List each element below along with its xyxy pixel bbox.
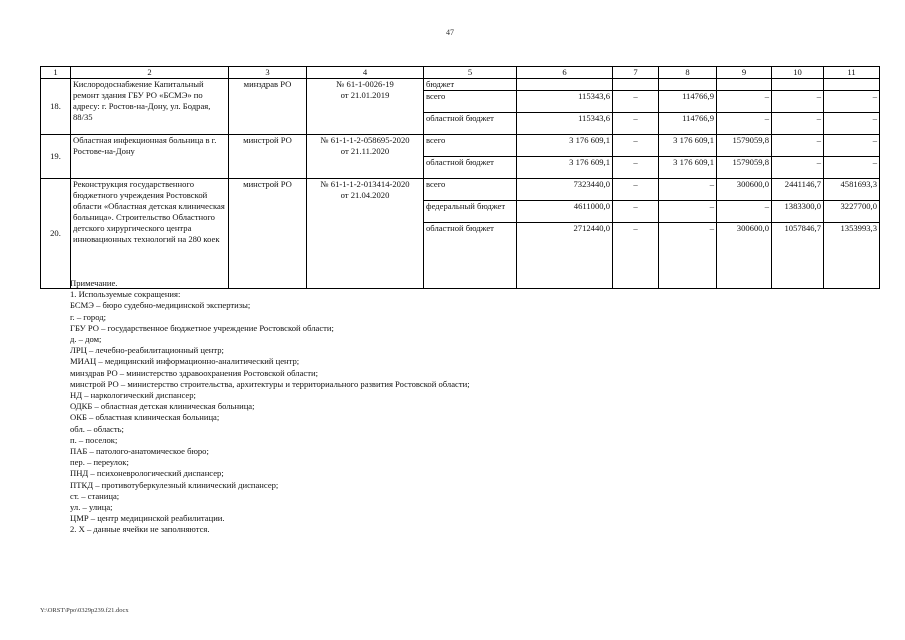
value-col7: – (613, 135, 659, 157)
column-number: 5 (424, 67, 517, 79)
column-number-row (41, 67, 880, 79)
funding-source: областной бюджет (424, 113, 517, 135)
row-number: 20. (41, 179, 71, 289)
total-cost: 7323440,0 (517, 179, 613, 201)
value-col11: – (824, 135, 880, 157)
value-col11: 4581693,3 (824, 179, 880, 201)
expertise-doc-line: № 61-1-0026-19 (336, 79, 394, 89)
value-col10: – (772, 91, 824, 113)
note-line: 1. Используемые сокращения: (70, 289, 181, 300)
note-line: ОДКБ – областная детская клиническая больница; (70, 401, 255, 412)
column-number: 6 (517, 67, 613, 79)
note-line: д. – дом; (70, 334, 102, 345)
value-col7: – (613, 179, 659, 201)
value-col11: 3227700,0 (824, 201, 880, 223)
funding-source: всего (424, 91, 517, 113)
value-col8: 114766,9 (659, 113, 717, 135)
total-cost (517, 79, 613, 91)
value-col7: – (613, 223, 659, 289)
value-col9: 300600,0 (717, 179, 772, 201)
value-col11: – (824, 157, 880, 179)
value-col8: – (659, 223, 717, 289)
total-cost: 4611000,0 (517, 201, 613, 223)
note-line: ОКБ – областная клиническая больница; (70, 412, 220, 423)
column-number: 7 (613, 67, 659, 79)
note-line: ПНД – психоневрологический диспансер; (70, 468, 224, 479)
column-number: 4 (307, 67, 424, 79)
value-col8 (659, 79, 717, 91)
funding-source: областной бюджет (424, 223, 517, 289)
note-line: МИАЦ – медицинский информационно-аналитический центр; (70, 356, 300, 367)
total-cost: 3 176 609,1 (517, 135, 613, 157)
note-line: ст. – станица; (70, 490, 120, 501)
expertise-doc (307, 135, 424, 179)
expertise-doc-line: от 21.01.2019 (340, 90, 390, 100)
investment-table (40, 66, 880, 289)
note-line: п. – поселок; (70, 434, 118, 445)
value-col8: 3 176 609,1 (659, 157, 717, 179)
note-line: 2. Х – данные ячейки не заполняются. (70, 524, 210, 535)
value-col11: – (824, 91, 880, 113)
responsible-body: минстрой РО (229, 135, 307, 179)
note-line: НД – наркологический диспансер; (70, 390, 196, 401)
value-col11: – (824, 113, 880, 135)
value-col11: 1353993,3 (824, 223, 880, 289)
value-col8: 114766,9 (659, 91, 717, 113)
value-col7: – (613, 157, 659, 179)
table-subrow (41, 179, 880, 201)
value-col9: 1579059,8 (717, 135, 772, 157)
note-line: ЦМР – центр медицинской реабилитации. (70, 513, 225, 524)
file-path-footer: Y:\ORST\Ppo\0329p239.f21.docx (40, 607, 129, 614)
column-number: 3 (229, 67, 307, 79)
value-col7: – (613, 91, 659, 113)
object-name: Областная инфекционная больница в г. Ростове-на-Дону (71, 135, 229, 179)
value-col10: – (772, 157, 824, 179)
notes-section (70, 278, 470, 536)
column-number: 9 (717, 67, 772, 79)
column-number: 2 (71, 67, 229, 79)
value-col8: – (659, 201, 717, 223)
value-col9 (717, 79, 772, 91)
expertise-doc (307, 79, 424, 135)
column-number: 10 (772, 67, 824, 79)
row-number: 19. (41, 135, 71, 179)
funding-source: федеральный бюджет (424, 201, 517, 223)
table-subrow (41, 135, 880, 157)
note-line: минздрав РО – министерство здравоохранения Ростовской области; (70, 367, 318, 378)
note-line: Примечание. (70, 278, 118, 288)
funding-source: бюджет (424, 79, 517, 91)
value-col8: – (659, 179, 717, 201)
value-col11 (824, 79, 880, 91)
table-row (41, 79, 880, 135)
column-number: 8 (659, 67, 717, 79)
value-col7: – (613, 113, 659, 135)
expertise-doc (307, 179, 424, 289)
table-row (41, 135, 880, 179)
object-name: Реконструкция государственного бюджетного учреждения Ростовской области «Областная детская клиническая больница». Строительство Областного детского хирургического центра инновационных технологий на 280 коек (71, 179, 229, 289)
note-line: ПАБ – патолого-анатомическое бюро; (70, 446, 209, 457)
expertise-doc-line: № 61-1-1-2-058695-2020 (320, 135, 410, 145)
value-col9: – (717, 201, 772, 223)
expertise-doc-line: от 21.11.2020 (340, 146, 390, 156)
note-line: минстрой РО – министерство строительства, архитектуры и территориального развития Ростовской области; (70, 378, 470, 389)
total-cost: 115343,6 (517, 113, 613, 135)
value-col8: 3 176 609,1 (659, 135, 717, 157)
value-col10: – (772, 135, 824, 157)
total-cost: 115343,6 (517, 91, 613, 113)
value-col10: 1057846,7 (772, 223, 824, 289)
value-col9: – (717, 113, 772, 135)
note-line: пер. – переулок; (70, 457, 129, 468)
value-col10: – (772, 113, 824, 135)
value-col9: – (717, 91, 772, 113)
object-name: Кислородоснабжение Капитальный ремонт здания ГБУ РО «БСМЭ» по адресу: г. Ростов-на-Дону, ул. Бодрая, 88/35 (71, 79, 229, 135)
column-number: 11 (824, 67, 880, 79)
note-line: г. – город; (70, 311, 107, 322)
value-col7: – (613, 201, 659, 223)
note-line: БСМЭ – бюро судебно-медицинской экспертизы; (70, 300, 251, 311)
funding-source: всего (424, 135, 517, 157)
total-cost: 3 176 609,1 (517, 157, 613, 179)
note-line: ЛРЦ – лечебно-реабилитационный центр; (70, 345, 224, 356)
expertise-doc-line: от 21.04.2020 (340, 190, 390, 200)
note-line: ПТКД – противотуберкулезный клинический диспансер; (70, 479, 279, 490)
note-line: ГБУ РО – государственное бюджетное учреждение Ростовской области; (70, 322, 334, 333)
value-col9: 300600,0 (717, 223, 772, 289)
value-col7 (613, 79, 659, 91)
column-number: 1 (41, 67, 71, 79)
page-number: 47 (446, 28, 454, 37)
value-col10: 2441146,7 (772, 179, 824, 201)
responsible-body: минстрой РО (229, 179, 307, 289)
funding-source: всего (424, 179, 517, 201)
table-row (41, 179, 880, 289)
row-number: 18. (41, 79, 71, 135)
value-col9: 1579059,8 (717, 157, 772, 179)
note-line: обл. – область; (70, 423, 124, 434)
total-cost: 2712440,0 (517, 223, 613, 289)
table-subrow (41, 79, 880, 91)
note-line: ул. – улица; (70, 502, 113, 513)
value-col10 (772, 79, 824, 91)
expertise-doc-line: № 61-1-1-2-013414-2020 (320, 179, 410, 189)
responsible-body: минздрав РО (229, 79, 307, 135)
value-col10: 1383300,0 (772, 201, 824, 223)
funding-source: областной бюджет (424, 157, 517, 179)
